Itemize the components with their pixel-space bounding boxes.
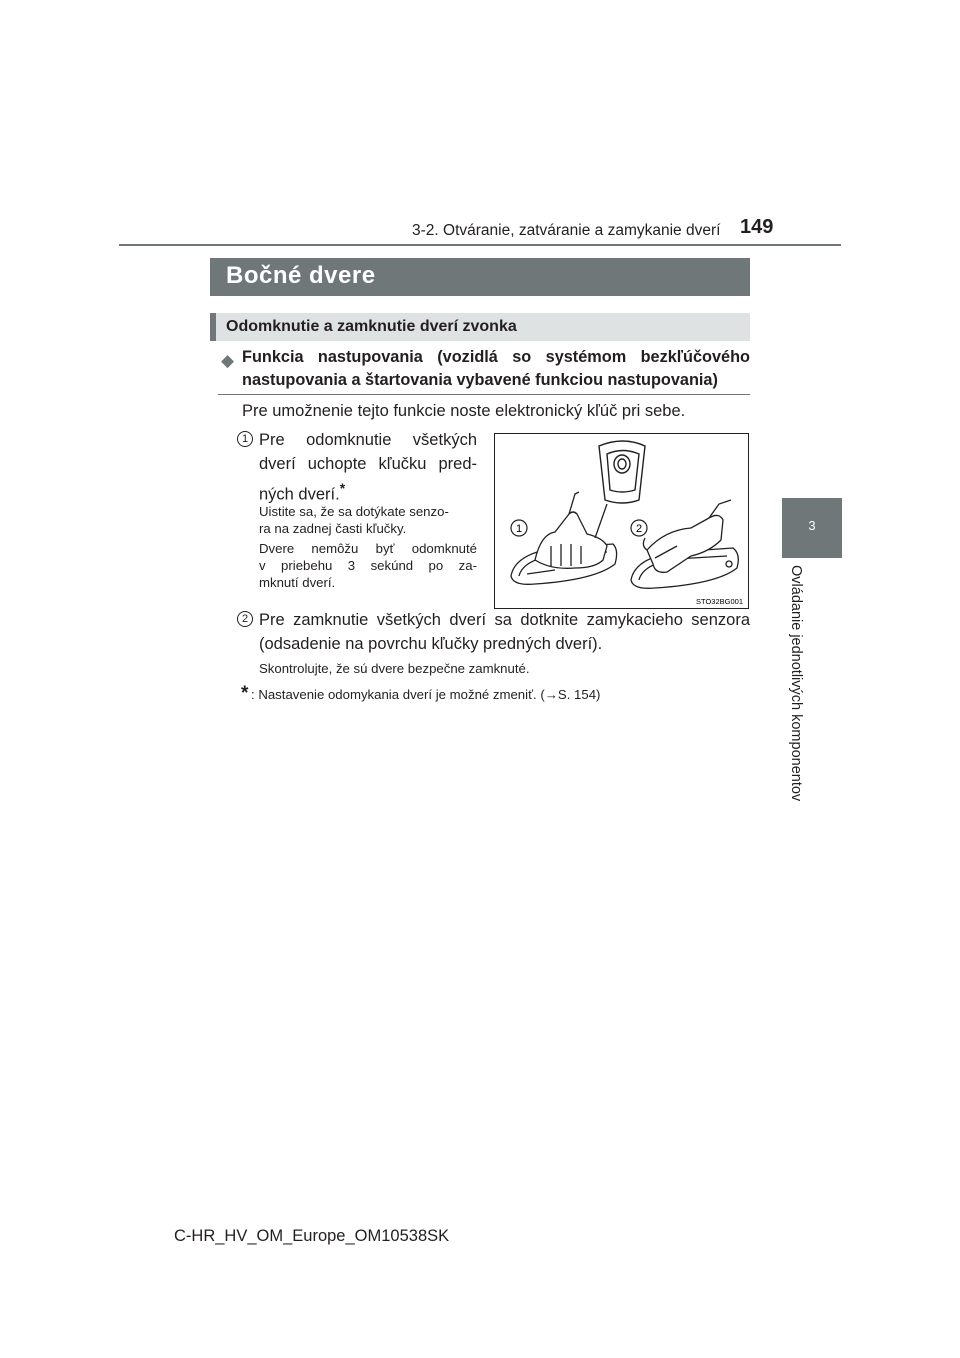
footnote-mark: *: [241, 683, 249, 704]
document-footer: C-HR_HV_OM_Europe_OM10538SK: [174, 1227, 450, 1245]
step2-text: [259, 608, 750, 656]
feature-heading: [242, 346, 750, 392]
section-title: 3-2. Otváranie, zatváranie a zamykanie dverí: [412, 222, 721, 239]
step1-line2: dverí uchopte kľučku pred-: [259, 455, 477, 473]
door-handle-illustration: [494, 433, 749, 609]
step2-marker: 2: [237, 611, 253, 627]
callout-2-label: 2: [635, 523, 643, 535]
feature-heading-line2: nastupovania a štartovania vybavené funkciou nastupovania): [242, 371, 718, 389]
callout-1-label: 1: [515, 523, 523, 535]
page-title: Bočné dvere: [210, 258, 750, 296]
step1-marker: 1: [237, 431, 253, 447]
footnote-text: : Nastavenie odomykania dverí je možné zmeniť. (→S. 154): [251, 687, 601, 702]
step1-note2-line2: v priebehu 3 sekúnd po za-: [259, 558, 477, 573]
step1-footnote-mark: *: [339, 480, 346, 496]
step1-note2-line3: mknutí dverí.: [259, 575, 336, 590]
step2-line1: Pre zamknutie všetkých dverí sa dotknite zamykacieho senzora: [259, 611, 750, 629]
step2-line2: (odsadenie na povrchu kľučky predných dverí).: [259, 635, 603, 653]
chapter-tab-number: 3: [808, 518, 816, 533]
step1-line3: ných dverí.: [259, 485, 340, 504]
feature-heading-line1: Funkcia nastupovania (vozidlá so systémom bezkľúčového: [242, 348, 750, 366]
step1-note2: [259, 540, 477, 591]
step1-line1: Pre odomknutie všetkých: [259, 431, 477, 449]
figure-code: STO32BG001: [696, 597, 743, 606]
door-handle-drawing: [495, 434, 748, 608]
electronic-key-icon: [599, 441, 645, 503]
step1-note1-line2: ra na zadnej časti kľučky.: [259, 521, 407, 536]
intro-text: Pre umožnenie tejto funkcie noste elektronický kľúč pri sebe.: [242, 402, 686, 420]
step1-text: [259, 428, 477, 507]
heading-divider: [218, 394, 750, 395]
step1-note1: [259, 503, 477, 537]
header-divider: [119, 244, 841, 246]
step1-note2-line1: Dvere nemôžu byť odomknuté: [259, 541, 477, 556]
chapter-tab-label: Ovládanie jednotlivých komponentov: [788, 565, 804, 802]
diamond-bullet-icon: ◆: [221, 351, 235, 370]
page-number: 149: [740, 216, 774, 238]
step1-note1-line1: Uistite sa, že sa dotýkate senzo-: [259, 504, 449, 519]
hand-grip-icon: [535, 492, 607, 568]
step2-note: Skontrolujte, že sú dvere bezpečne zamknuté.: [259, 661, 530, 676]
subsection-title: Odomknutie a zamknutie dverí zvonka: [210, 313, 750, 341]
hand-touch-icon: [643, 500, 731, 572]
